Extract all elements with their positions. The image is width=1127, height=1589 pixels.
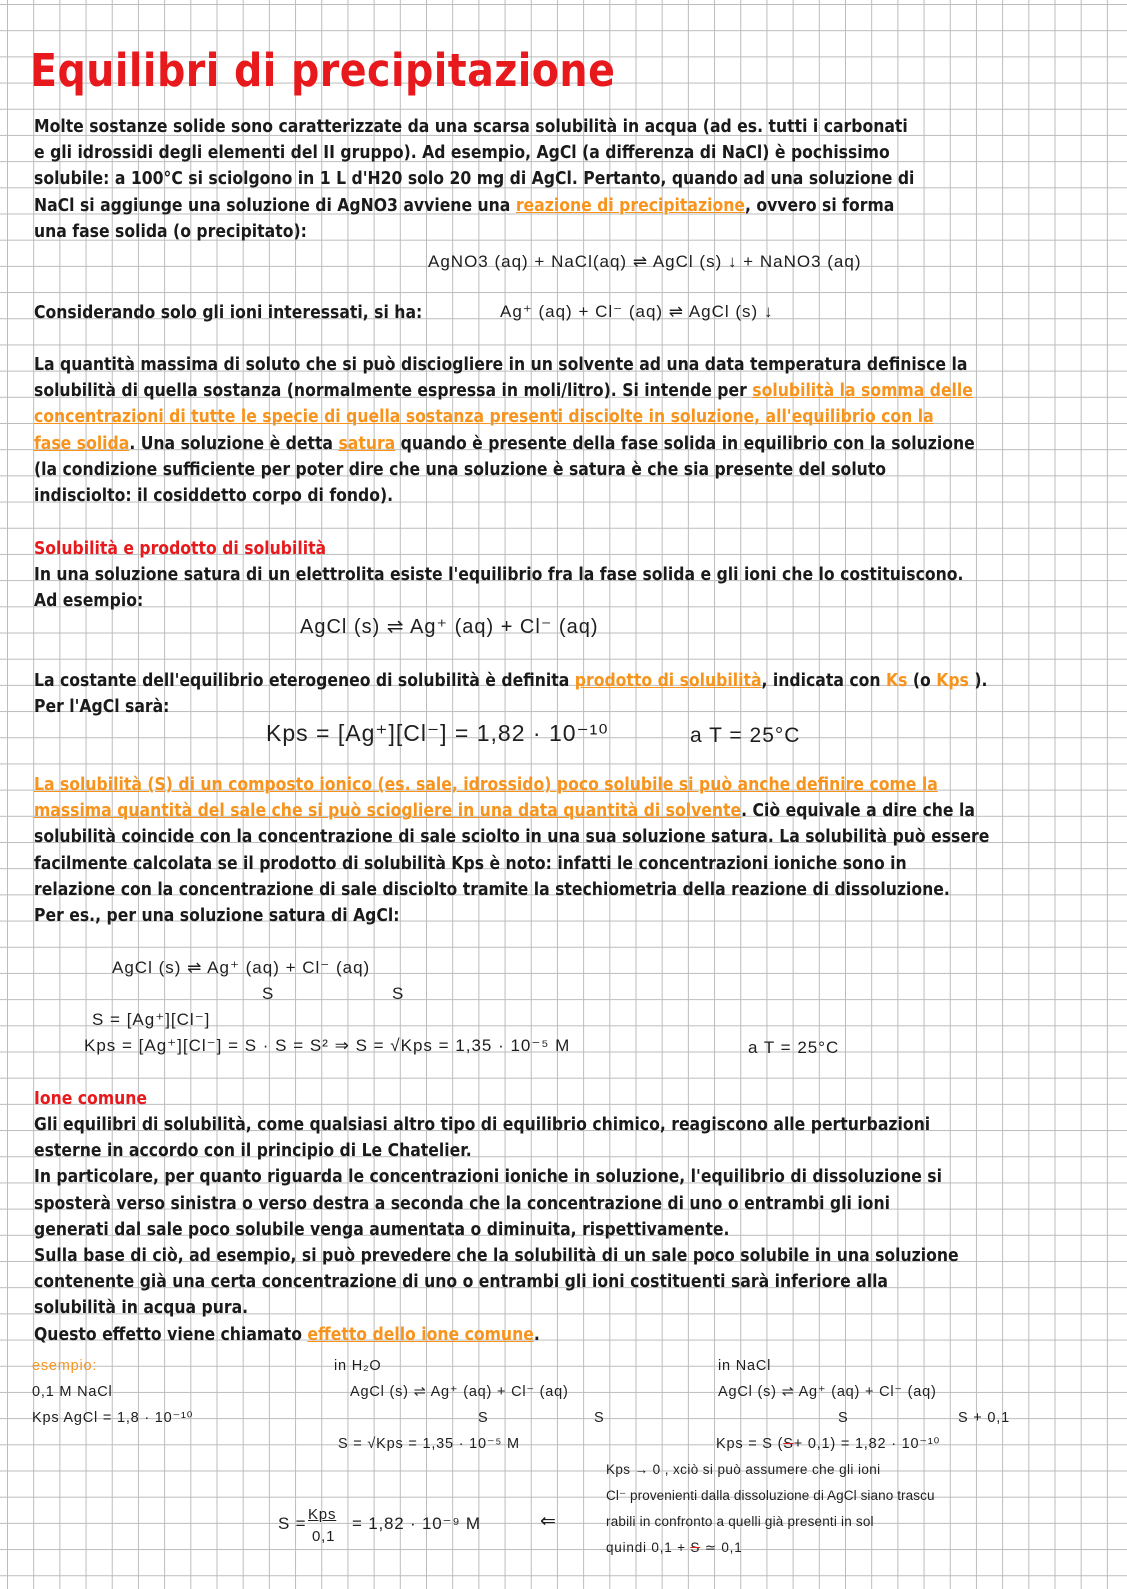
intro-line: NaCl si aggiunge una soluzione di AgNO3 avviene una reazione di precipitazione, ovvero si forma bbox=[34, 195, 895, 216]
section1-line: Ad esempio: bbox=[34, 591, 144, 612]
solubility-s-line: facilmente calcolata se il prodotto di solubilità Kps è noto: infatti le concentrazioni ioniche sono in bbox=[34, 853, 907, 874]
solubility-line: indisciolto: il cosiddetto corpo di fondo). bbox=[34, 486, 394, 507]
section1-line: In una soluzione satura di un elettrolita esiste l'equilibrio fra la fase solida e gli ioni che lo costituiscono. bbox=[34, 565, 964, 585]
solubility-s-line: Per es., per una soluzione satura di AgCl: bbox=[34, 906, 400, 927]
common-ion-line: Gli equilibri di solubilità, come qualsiasi altro tipo di equilibrio chimico, reagiscono alle perturbazioni bbox=[34, 1115, 931, 1135]
calc-temperature: a T = 25°C bbox=[748, 1038, 840, 1057]
common-ion-line: esterne in accordo con il principio di Le Chatelier. bbox=[34, 1141, 472, 1162]
calc-equation: AgCl (s) ⇌ Ag⁺ (aq) + Cl⁻ (aq) bbox=[112, 958, 371, 977]
ions-label: Considerando solo gli ioni interessati, si ha: bbox=[34, 303, 423, 323]
calc-kps-line: Kps = [Ag⁺][Cl⁻] = S · S = S² ⇒ S = √Kps = 1,35 · 10⁻⁵ M bbox=[84, 1036, 571, 1055]
common-ion-line: sposterà verso sinistra o verso destra a seconda che la concentrazione di uno o entrambi gli ioni bbox=[34, 1193, 890, 1214]
section-heading-common-ion: Ione comune bbox=[34, 1089, 148, 1109]
nacl-heading: in NaCl bbox=[718, 1358, 772, 1374]
kps-paragraph bbox=[34, 668, 987, 720]
calc-s-ag: S bbox=[262, 984, 275, 1003]
common-ion-line: contenente già una certa concentrazione di uno o entrambi gli ioni costituenti sarà inferiore alla bbox=[34, 1272, 889, 1293]
dissolution-equation: AgCl (s) ⇌ Ag⁺ (aq) + Cl⁻ (aq) bbox=[300, 616, 599, 638]
calc-s-cl: S bbox=[392, 984, 405, 1003]
left-arrow-icon: ⇐ bbox=[540, 1511, 557, 1532]
solubility-line: solubilità di quella sostanza (normalmente espressa in moli/litro). Si intende per solubilità la somma delle bbox=[34, 381, 973, 402]
final-numerator: Kps bbox=[308, 1506, 337, 1523]
solubility-line: (la condizione sufficiente per poter dire che una soluzione è satura è che sia presente del soluto bbox=[34, 459, 887, 480]
solubility-line: La quantità massima di soluto che si può disciogliere in un solvente ad una data temperatura definisce la bbox=[34, 355, 968, 375]
example-concentration: 0,1 M NaCl bbox=[32, 1384, 113, 1400]
kps-line: Per l'AgCl sarà: bbox=[34, 697, 170, 718]
nacl-equation: AgCl (s) ⇌ Ag⁺ (aq) + Cl⁻ (aq) bbox=[718, 1384, 937, 1400]
section-heading-solubility: Solubilità e prodotto di solubilità bbox=[34, 539, 327, 559]
nacl-kps: Kps = S (S+ 0,1) = 1,82 · 10⁻¹⁰ bbox=[716, 1436, 941, 1452]
water-s-cl: S bbox=[594, 1410, 605, 1426]
calc-s-definition: S = [Ag⁺][Cl⁻] bbox=[92, 1010, 211, 1029]
final-s-label: S = bbox=[278, 1514, 307, 1533]
intro-line: una fase solida (o precipitato): bbox=[34, 221, 307, 242]
water-heading: in H₂O bbox=[334, 1358, 382, 1374]
common-ion-line: Sulla base di ciò, ad esempio, si può prevedere che la solubilità di un sale poco solubile in una soluzione bbox=[34, 1246, 959, 1267]
nacl-s-cl: S + 0,1 bbox=[958, 1410, 1010, 1426]
kps-temperature: a T = 25°C bbox=[690, 724, 801, 747]
precipitation-equation: AgNO3 (aq) + NaCl(aq) ⇌ AgCl (s) ↓ + NaNO3 (aq) bbox=[428, 252, 862, 271]
page-title: Equilibri di precipitazione bbox=[30, 44, 616, 97]
kps-equation: Kps = [Ag⁺][Cl⁻] = 1,82 · 10⁻¹⁰ bbox=[266, 720, 609, 746]
highlight-precipitation: reazione di precipitazione bbox=[515, 195, 745, 216]
note-line: Cl⁻ provenienti dalla dissoluzione di AgCl siano trascu bbox=[606, 1488, 935, 1503]
intro-line: Molte sostanze solide sono caratterizzate da una scarsa solubilità in acqua (ad es. tutti i carbonati bbox=[34, 117, 908, 137]
ions-equation: Ag⁺ (aq) + Cl⁻ (aq) ⇌ AgCl (s) ↓ bbox=[500, 302, 774, 321]
example-label: esempio: bbox=[32, 1358, 98, 1374]
highlight-satura: satura bbox=[338, 433, 396, 454]
water-s-ag: S bbox=[478, 1410, 489, 1426]
highlight-common-ion: effetto dello ione comune bbox=[307, 1324, 534, 1345]
final-value: = 1,82 · 10⁻⁹ M bbox=[352, 1514, 481, 1533]
nacl-s-ag: S bbox=[838, 1410, 849, 1426]
note-line: rabili in confronto a quelli già presenti in sol bbox=[606, 1514, 874, 1529]
common-ion-line: Questo effetto viene chiamato effetto dello ione comune. bbox=[34, 1324, 540, 1345]
intro-paragraph bbox=[34, 114, 914, 245]
intro-line: e gli idrossidi degli elementi del II gruppo). Ad esempio, AgCl (a differenza di NaCl) è pochissimo bbox=[34, 143, 890, 164]
note-line: Kps → 0 , xciò si può assumere che gli ioni bbox=[606, 1462, 881, 1477]
solubility-s-paragraph bbox=[34, 772, 989, 929]
solubility-s-line: solubilità coincide con la concentrazione di sale sciolto in una sua soluzione satura. La solubilità può essere bbox=[34, 827, 990, 848]
water-equation: AgCl (s) ⇌ Ag⁺ (aq) + Cl⁻ (aq) bbox=[350, 1384, 569, 1400]
section1-paragraph bbox=[34, 562, 963, 614]
kps-line: La costante dell'equilibrio eterogeneo di solubilità è definita prodotto di solubilità, indicata con Ks (o Kps ). bbox=[34, 671, 988, 691]
note-line: quindi 0,1 + S ≃ 0,1 bbox=[606, 1540, 743, 1555]
solubility-line: fase solida. Una soluzione è detta satura quando è presente della fase solida in equilibrio con la soluzione bbox=[34, 433, 975, 454]
final-denominator: 0,1 bbox=[312, 1528, 336, 1545]
example-kps: Kps AgCl = 1,8 · 10⁻¹⁰ bbox=[32, 1410, 194, 1426]
solubility-line: concentrazioni di tutte le specie di quella sostanza presenti disciolte in soluzione, all'equilibrio con la bbox=[34, 407, 934, 428]
highlight-solubility: solubilità la somma delle bbox=[752, 381, 973, 402]
common-ion-line: solubilità in acqua pura. bbox=[34, 1298, 249, 1319]
common-ion-paragraph bbox=[34, 1112, 959, 1348]
common-ion-line: generati dal sale poco solubile venga aumentata o diminuita, rispettivamente. bbox=[34, 1219, 730, 1240]
solubility-s-line: La solubilità (S) di un composto ionico (es. sale, idrossido) poco solubile si può anche definire come la bbox=[34, 775, 938, 795]
intro-line: solubile: a 100°C si sciolgono in 1 L d'H20 solo 20 mg di AgCl. Pertanto, quando ad una soluzione di bbox=[34, 169, 915, 190]
solubility-s-line: relazione con la concentrazione di sale disciolto tramite la stechiometria della reazione di dissoluzione. bbox=[34, 879, 950, 900]
solubility-s-line: massima quantità del sale che si può sciogliere in una data quantità di solvente. Ciò equivale a dire che la bbox=[34, 801, 975, 822]
water-result: S = √Kps = 1,35 · 10⁻⁵ M bbox=[338, 1436, 520, 1452]
solubility-paragraph bbox=[34, 352, 975, 509]
common-ion-line: In particolare, per quanto riguarda le concentrazioni ioniche in soluzione, l'equilibrio di dissoluzione si bbox=[34, 1167, 942, 1188]
